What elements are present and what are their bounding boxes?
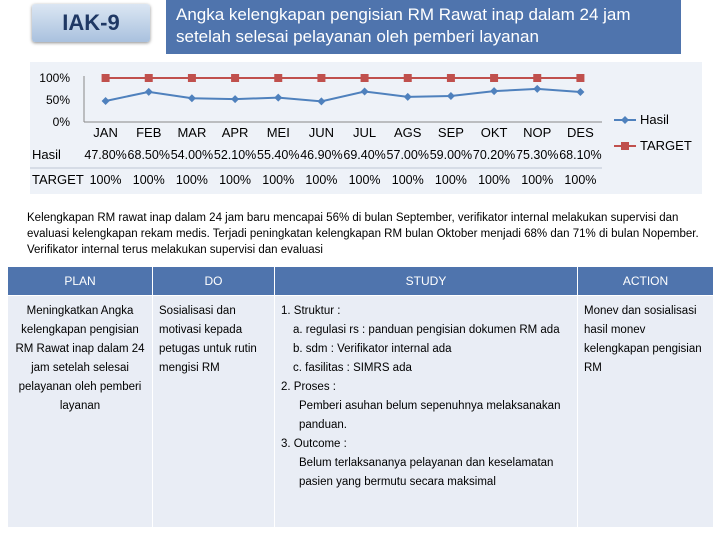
data-label: 69.40% <box>343 148 386 162</box>
header-action: ACTION <box>578 267 714 296</box>
data-point-target <box>490 74 498 82</box>
page-title: Angka kelengkapan pengisian RM Rawat inap dalam 24 jam setelah selesai pelayanan oleh pemberi layanan <box>166 0 681 54</box>
data-label: 70.20% <box>472 148 516 162</box>
table-row <box>8 296 714 528</box>
data-label: 75.30% <box>516 148 559 162</box>
study-structure-b: b. sdm : Verifikator internal ada <box>293 343 452 355</box>
x-tick-label: DES <box>567 125 594 140</box>
data-label: 100% <box>219 173 252 187</box>
header-plan: PLAN <box>8 267 153 296</box>
data-point-target <box>145 74 153 82</box>
x-tick-label: FEB <box>136 125 162 140</box>
data-label: 68.10% <box>559 148 602 162</box>
data-point-target <box>533 74 541 82</box>
data-label: 68.50% <box>127 148 170 162</box>
data-point-hasil <box>317 97 325 105</box>
legend-label-target: TARGET <box>640 138 692 153</box>
data-point-target <box>576 74 584 82</box>
data-point-hasil <box>274 94 282 102</box>
y-tick-label: 100% <box>39 71 70 85</box>
plan-cell: Meningkatkan Angka kelengkapan pengisian RM Rawat inap dalam 24 jam setelah selesai pelayanan oleh pemberi layanan <box>8 296 153 528</box>
x-tick-label: OKT <box>480 125 508 140</box>
x-tick-label: MAR <box>177 125 207 140</box>
header-do: DO <box>153 267 275 296</box>
data-point-target <box>404 74 412 82</box>
data-label: 46.90% <box>300 148 343 162</box>
data-point-hasil <box>361 87 369 95</box>
study-structure: 1. Struktur : <box>281 305 341 317</box>
do-cell: Sosialisasi dan motivasi kepada petugas untuk rutin mengisi RM <box>153 296 275 528</box>
x-tick-label: AGS <box>394 125 422 140</box>
data-label: 59.00% <box>429 148 473 162</box>
legend-marker-hasil <box>621 116 629 124</box>
study-cell <box>275 296 578 528</box>
data-point-target <box>361 74 369 82</box>
x-tick-label: APR <box>221 125 249 140</box>
data-label: 47.80% <box>84 148 127 162</box>
data-label: 100% <box>434 173 467 187</box>
data-label: 100% <box>391 173 424 187</box>
data-point-target <box>447 74 455 82</box>
data-point-hasil <box>145 88 153 96</box>
data-label: 100% <box>262 173 295 187</box>
x-tick-label: JUL <box>353 125 377 140</box>
x-tick-label: SEP <box>437 125 464 140</box>
data-point-target <box>231 74 239 82</box>
data-point-target <box>102 74 110 82</box>
data-point-hasil <box>576 88 584 96</box>
y-tick-label: 50% <box>45 93 70 107</box>
data-point-hasil <box>102 97 110 105</box>
line-chart <box>30 62 702 194</box>
x-tick-label: JUN <box>308 125 335 140</box>
data-label: 100% <box>564 173 597 187</box>
data-point-target <box>188 74 196 82</box>
data-point-hasil <box>490 87 498 95</box>
data-label: 100% <box>132 173 165 187</box>
x-tick-label: MEI <box>266 125 290 140</box>
data-label: 100% <box>175 173 208 187</box>
y-tick-label: 0% <box>52 115 70 129</box>
study-structure-c: c. fasilitas : SIMRS ada <box>293 362 412 374</box>
indicator-tag: IAK-9 <box>32 4 150 42</box>
data-label: 100% <box>478 173 511 187</box>
action-cell: Monev dan sosialisasi hasil monev kelengkapan pengisian RM <box>578 296 714 528</box>
data-label: 100% <box>348 173 381 187</box>
data-table-series-name: Hasil <box>32 147 61 162</box>
legend-marker-target <box>621 142 629 150</box>
legend-label-hasil: Hasil <box>640 112 669 127</box>
x-tick-label: JAN <box>93 125 118 140</box>
pdsa-table <box>7 266 714 528</box>
data-point-target <box>317 74 325 82</box>
data-label: 57.00% <box>386 148 429 162</box>
study-structure-a: a. regulasi rs : panduan pengisian dokumen RM ada <box>293 324 560 336</box>
data-point-hasil <box>447 92 455 100</box>
data-label: 100% <box>305 173 338 187</box>
data-point-target <box>274 74 282 82</box>
description-text: Kelengkapan RM rawat inap dalam 24 jam baru mencapai 56% di bulan September, verifikator internal melakukan supervisi dan evaluasi kelengkapan rekam medis. Terjadi peningkatan kelengkapan RM bulan Oktober menjadi 68% dan 71% di bulan Nopember. Verifikator internal terus melakukan supervisi dan evaluasi <box>27 212 699 256</box>
data-point-hasil <box>404 93 412 101</box>
data-point-hasil <box>188 94 196 102</box>
study-outcome-text: Belum terlaksananya pelayanan dan keselamatan pasien yang bermutu secara maksimal <box>299 457 554 488</box>
study-process-text: Pemberi asuhan belum sepenuhnya melaksanakan panduan. <box>299 400 561 431</box>
data-label: 52.10% <box>213 148 257 162</box>
data-point-hasil <box>231 95 239 103</box>
data-label: 100% <box>521 173 554 187</box>
study-process: 2. Proses : <box>281 381 336 393</box>
x-tick-label: NOP <box>523 125 552 140</box>
data-table-series-name: TARGET <box>32 172 84 187</box>
series-line-hasil <box>106 89 581 101</box>
data-label: 55.40% <box>257 148 300 162</box>
data-label: 100% <box>89 173 122 187</box>
study-outcome: 3. Outcome : <box>281 438 347 450</box>
table-header-row <box>8 267 714 296</box>
data-point-hasil <box>533 85 541 93</box>
data-label: 54.00% <box>170 148 214 162</box>
header-study: STUDY <box>275 267 578 296</box>
